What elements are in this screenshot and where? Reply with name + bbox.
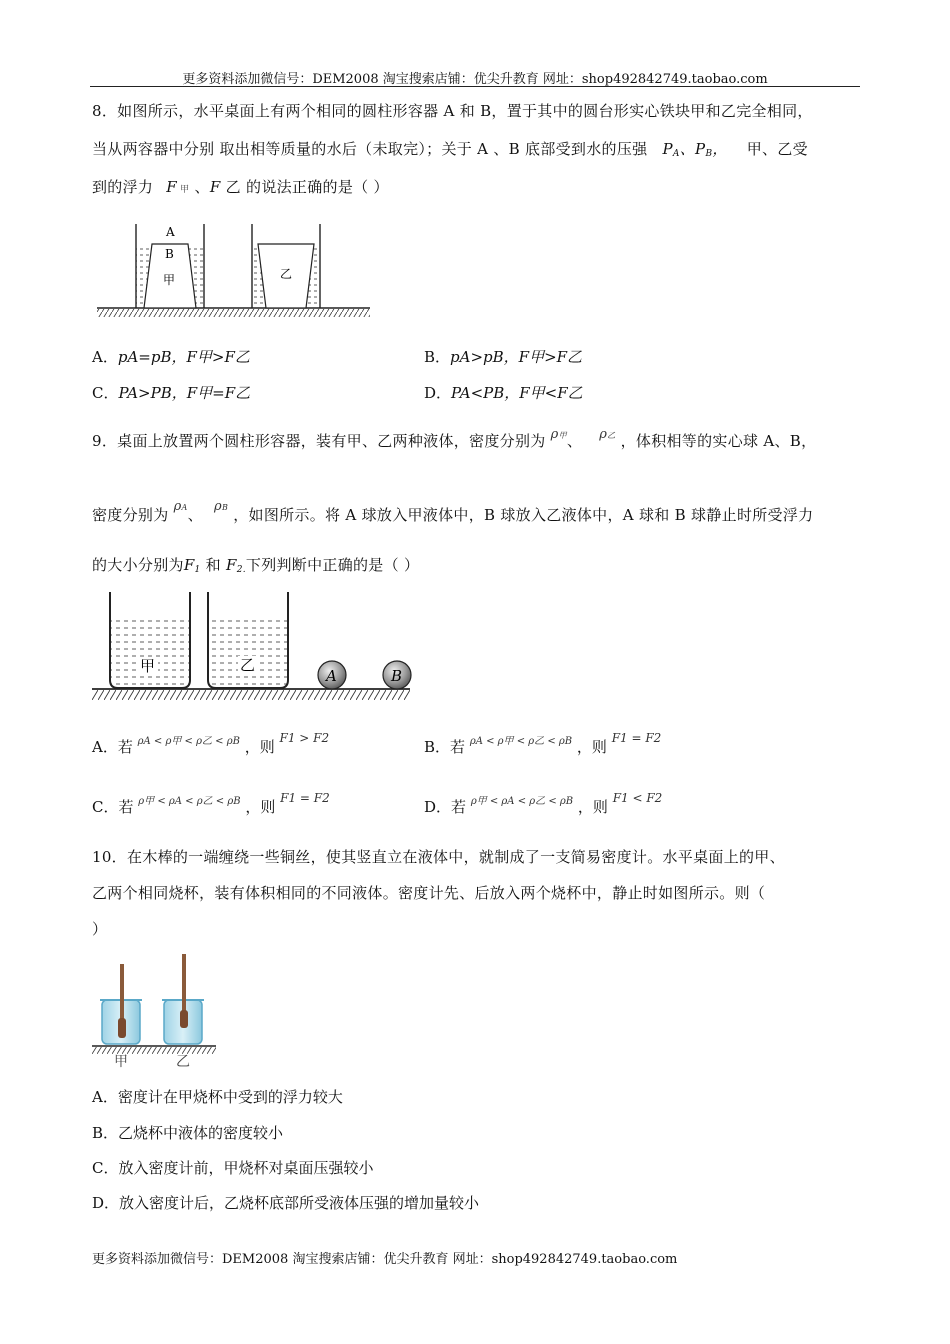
q9-ball-a-label: A [326,667,337,685]
q8-option-a[interactable]: A．pA=pB，F甲>F乙 [92,348,250,366]
q9-option-b[interactable]: B．若 $^{\rho A < \rho 甲 < \rho 乙 < \rho B}$ ，则 $^{F1 = F2}$ [424,731,662,756]
q8-option-b[interactable]: B．pA>pB，F甲>F乙 [424,348,583,366]
q10-line-1: 10．在木棒的一端缠绕一些铜丝，使其竖直立在液体中，就制成了一支简易密度计。水平桌面上的甲、 [92,848,785,866]
q8-line-2-end: 甲、乙受 [746,140,808,158]
q9-line-2b: ，如图所示。将 A 球放入甲液体中，B 球放入乙液体中，A 球和 B 球静止时所受浮力 [233,506,814,524]
q8-option-d[interactable]: D．PA<PB，F甲<F乙 [424,384,583,402]
q8-fig-label-b: B [165,247,174,261]
q10-option-a[interactable]: A．密度计在甲烧杯中受到的浮力较大 [92,1088,343,1106]
q10-figure [92,950,222,1070]
q8-line-2: 当从两容器中分别 取出相等质量的水后（未取完）；关于 A 、B 底部受到水的压强 $P_A$、$P_B$， 甲、乙受 [92,140,808,159]
q10-option-c[interactable]: C．放入密度计前，甲烧杯对桌面压强较小 [92,1159,374,1177]
q9-option-d[interactable]: D．若 $^{\rho 甲 < \rho A < \rho 乙 < \rho B}$ ，则 $^{F1 < F2}$ [424,791,663,816]
q8-fig-label-a: A [166,225,175,239]
q9-line-2: 密度分别为 ρA、 ρB ，如图所示。将 A 球放入甲液体中，B 球放入乙液体中，A 球和 B 球静止时所受浮力 [92,499,814,524]
q9-option-a[interactable]: A．若 $^{\rho A < \rho 甲 < \rho 乙 < \rho B}$ ，则 $^{F1 > F2}$ [92,731,330,756]
q10-option-b[interactable]: B．乙烧杯中液体的密度较小 [92,1124,284,1142]
page-footer: 更多资料添加微信号：DEM2008 淘宝搜索店铺：优尖升教育 网址：shop492842749.taobao.com [92,1252,678,1267]
q9-line-1-text: 9．桌面上放置两个圆柱形容器，装有甲、乙两种液体，密度分别为 [92,432,546,450]
q9-line-1-end: ，体积相等的实心球 A、B， [620,432,817,450]
q8-line-3b: 的说法正确的是（ ） [246,178,389,196]
q9-line-1: 9．桌面上放置两个圆柱形容器，装有甲、乙两种液体，密度分别为 ρ甲、 ρ乙 ，体积相等的实心球 A、B， [92,427,817,450]
q10-option-d[interactable]: D．放入密度计后，乙烧杯底部所受液体压强的增加量较小 [92,1194,480,1212]
q9-figure [92,590,422,702]
header-divider [90,86,860,87]
q9-ball-b-label: B [391,667,403,685]
q10-line-2: 乙两个相同烧杯，装有体积相同的不同液体。密度计先、后放入两个烧杯中，静止时如图所示。则（ [92,884,766,902]
q8-fig-label-jia: 甲 [163,273,176,287]
q9-line-3: 的大小分别为$F_1$ 和 $F_{2.}$下列判断中正确的是（ ） [92,556,420,575]
q9-fig-label-jia: 甲 [140,657,156,675]
q8-fig-label-yi: 乙 [280,267,293,281]
q8-line-3: 到的浮力 F 甲 、F 乙 的说法正确的是（ ） [92,178,389,196]
q9-line-3a: 的大小分别为 [92,556,184,574]
q9-line-2a: 密度分别为 [92,506,169,524]
q9-line-3b: 下列判断中正确的是（ ） [245,556,420,574]
q10-line-3: ） [92,920,108,938]
q8-line-1: 8．如图所示，水平桌面上有两个相同的圆柱形容器 A 和 B，置于其中的圆台形实心铁块甲和乙完全相同， [92,102,813,120]
q8-line-3a: 到的浮力 [92,178,154,196]
q8-figure [92,216,382,326]
q10-fig-label-jia: 甲 [114,1054,128,1070]
q9-option-c[interactable]: C．若 $^{\rho 甲 < \rho A < \rho 乙 < \rho B}$ ，则 $^{F1 = F2}$ [92,791,330,816]
q8-line-2-text: 当从两容器中分别 取出相等质量的水后（未取完）；关于 A 、B 底部受到水的压强 [92,140,648,158]
q8-option-c[interactable]: C．PA>PB，F甲=F乙 [92,384,251,402]
q10-fig-label-yi: 乙 [176,1054,190,1070]
q9-fig-label-yi: 乙 [240,656,256,674]
page-header: 更多资料添加微信号：DEM2008 淘宝搜索店铺：优尖升教育 网址：shop492842749.taobao.com [182,72,768,87]
